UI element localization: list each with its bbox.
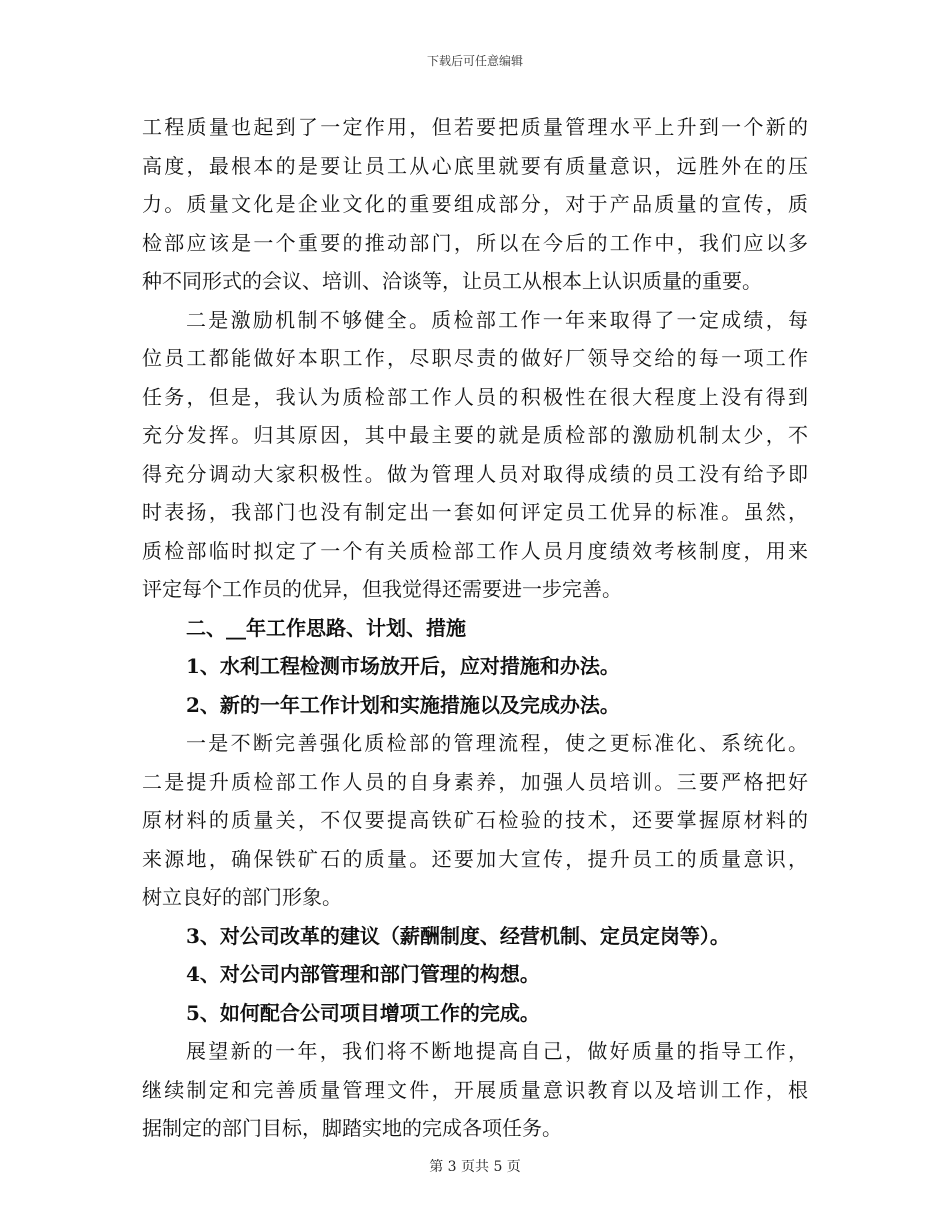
text-line: 2、新的一年工作计划和实施措施以及完成办法。 — [186, 692, 620, 717]
text-line: 评定每个工作员的优异，但我觉得还需要进一步完善。 — [142, 577, 622, 601]
text-line: 展望新的一年，我们将不断地提高自己，做好质量的指导工作， — [186, 1039, 808, 1063]
text-line: 位员工都能做好本职工作，尽职尽责的做好厂领导交给的每一项工作 — [142, 346, 808, 370]
text-line: 充分发挥。归其原因，其中最主要的就是质检部的激励机制太少，不 — [142, 423, 808, 447]
text-line: 质检部临时拟定了一个有关质检部工作人员月度绩效考核制度，用来 — [142, 538, 808, 563]
text-line: 工程质量也起到了一定作用，但若要把质量管理水平上升到一个新的 — [142, 115, 808, 139]
text-line: 力。质量文化是企业文化的重要组成部分，对于产品质量的宣传，质 — [142, 192, 808, 216]
text-line: 任务，但是，我认为质检部工作人员的积极性在很大程度上没有得到 — [142, 384, 808, 409]
text-line: 树立良好的部门形象。 — [142, 885, 342, 909]
text-line: 5、如何配合公司项目增项工作的完成。 — [186, 1000, 540, 1025]
text-line: 得充分调动大家积极性。做为管理人员对取得成绩的员工没有给予即 — [142, 461, 808, 486]
text-line: 继续制定和完善质量管理文件，开展质量意识教育以及培训工作，根 — [142, 1077, 808, 1102]
text-line: 据制定的部门目标，脚踏实地的完成各项任务。 — [142, 1116, 562, 1140]
text-line: 1、水利工程检测市场放开后，应对措施和办法。 — [186, 654, 620, 678]
text-line: 二是激励机制不够健全。质检部工作一年来取得了一定成绩，每 — [186, 307, 808, 332]
text-line: 一是不断完善强化质检部的管理流程，使之更标准化、系统化。 — [186, 731, 808, 755]
text-line: 二、__年工作思路、计划、措施 — [186, 615, 466, 640]
text-line: 高度，最根本的是要让员工从心底里就要有质量意识，远胜外在的压 — [142, 153, 808, 178]
text-line: 3、对公司改革的建议（薪酬制度、经营机制、定员定岗等）。 — [186, 923, 730, 948]
text-line: 原材料的质量关，不仅要提高铁矿石检验的技术，还要掌握原材料的 — [142, 808, 808, 832]
text-line: 二是提升质检部工作人员的自身素养，加强人员培训。三要严格把好 — [142, 769, 808, 794]
text-line: 检部应该是一个重要的推动部门，所以在今后的工作中，我们应以多 — [142, 230, 808, 255]
text-line: 4、对公司内部管理和部门管理的构想。 — [186, 962, 540, 986]
text-line: 时表扬，我部门也没有制定出一套如何评定员工优异的标准。虽然， — [142, 500, 808, 524]
text-line: 来源地，确保铁矿石的质量。还要加大宣传，提升员工的质量意识， — [142, 846, 808, 871]
page-header: 下载后可任意编辑 — [426, 54, 523, 68]
text-line: 种不同形式的会议、培训、洽谈等，让员工从根本上认识质量的重要。 — [142, 269, 762, 293]
document-body — [142, 108, 808, 1148]
page-number: 第 3 页共 5 页 — [429, 1159, 521, 1175]
